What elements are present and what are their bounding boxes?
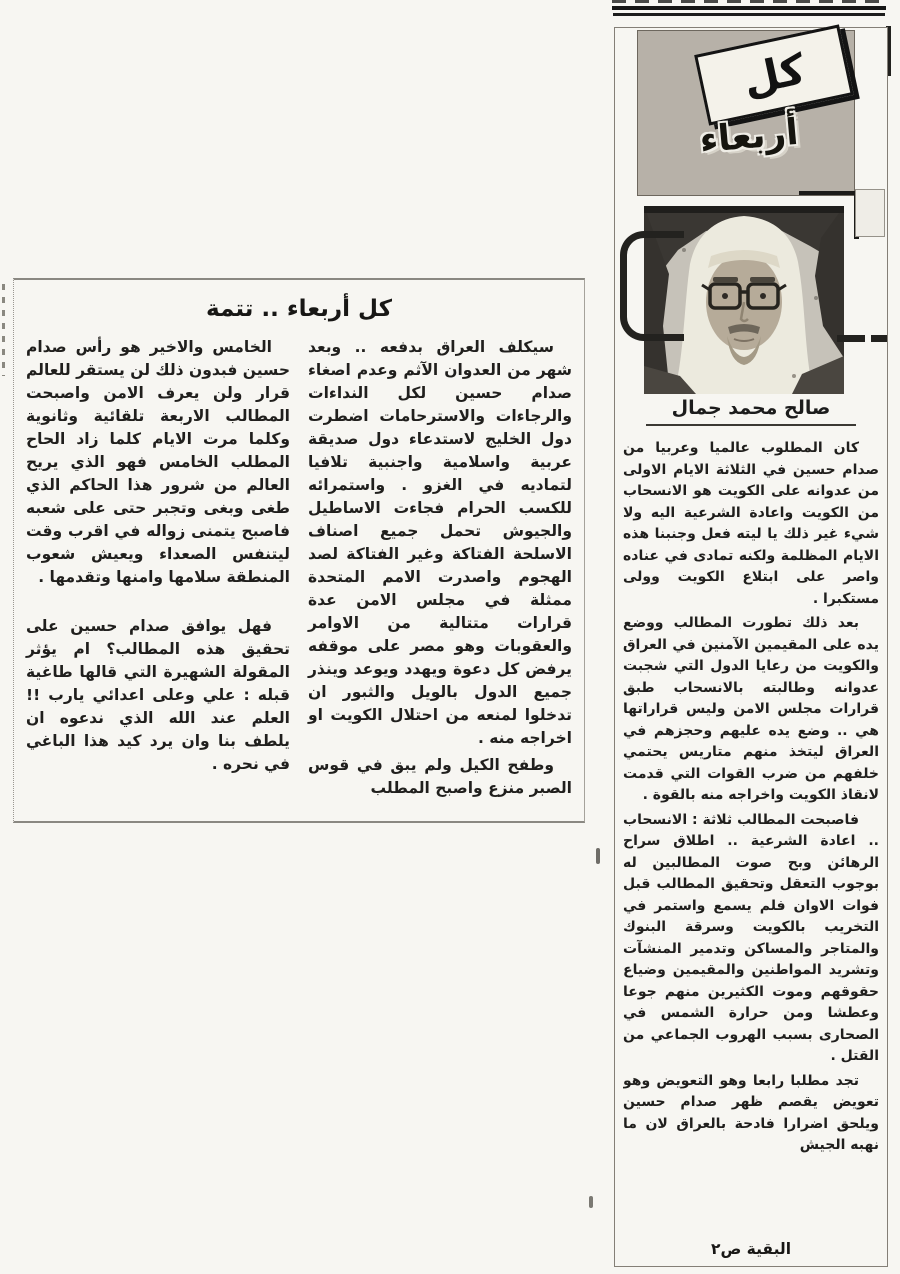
continuation-box <box>13 278 585 823</box>
logo-word-arbiaa-text: أربعاء <box>697 111 800 162</box>
box-left-paragraph-1: الخامس والاخير هو رأس صدام حسين فبدون ذلك لن يستقر للعالم قرار ولن يعرف الامن واصبحت المطالب الاربعة تلقائية وثانوية وكلما مرت الايام كلما زاد الحاح المطلب الخامس فهو الذي يريح العالم من شرور هذا الحاكم الذي طغى وبغى وتجبر حتى على شعبه فاصبح يتمنى زواله في اقرب وقت ليتنفس الصعداء ويعيش شعوب المنطقة سلامها وامنها وتقدمها . <box>26 338 290 586</box>
box-left-paragraph-2: فهل يوافق صدام حسين على تحقيق هذه المطالب؟ ام يؤثر المقولة الشهيرة التي قالها طاغية قبله : علي وعلى اعدائي يارب !! العلم عند الله الذي ندعوه ان يلطف بنا وان يرد كيد هذا الباغي في نحره . <box>26 617 290 773</box>
article-paragraph-4: تجد مطلبا رابعا وهو التعويض وهو تعويض يقصم ظهر صدام حسين ويلحق اضرارا فادحة بالعراق لان ما نهبه الجيش <box>623 1072 879 1153</box>
masthead-rule-bottom <box>613 13 885 16</box>
scan-speck-2 <box>589 1196 593 1208</box>
column-logo <box>637 30 855 196</box>
continuation-box-title: كل أربعاء .. تتمة <box>206 296 392 322</box>
logo-word-kol-text: كل <box>738 44 810 105</box>
box-right-paragraph-2: وطفح الكيل ولم يبق في قوس الصبر منزع واصبح المطلب <box>308 756 572 797</box>
photo-frame-mark-horizontal <box>799 191 859 195</box>
article-paragraph-2: بعد ذلك تطورت المطالب ووضع يده على المقيمين الآمنين في العراق والكويت من رعايا الدول التي شجبت عدوانه وطالبته بالانسحاب طبق قرارات مجلس الامن وليس قراراتها هي .. وضع يده عليهم وحجزهم في العراق ليتخذ منهم متاريس يحتمي خلفهم من ضرب القوات التي قدمت لانقاذ الكويت واخراجه منه بالقوة . <box>623 615 879 803</box>
article-paragraph-1: كان المطلوب عالميا وعربيا من صدام حسين في الثلاثة الايام الاولى من عدوانه على الكويت هو الانسحاب من الكويت واعادة الشرعية اليه ولا شيء غير ذلك يا ليته فعل وجنبنا هذه الايام المظلمة ولكنه تمادى في عناده واصر على ابتلاع الكويت وولى مستكبرا . <box>623 440 879 607</box>
photo-dash-mark-1 <box>837 335 865 342</box>
photo-dash-mark-2 <box>871 335 887 342</box>
weekly-column <box>614 27 888 1267</box>
masthead-rule-top <box>612 6 886 10</box>
scan-speck-1 <box>596 848 600 864</box>
scan-mark-edge-dashes <box>2 284 5 376</box>
logo-word-kol <box>694 24 854 125</box>
continuation-note: البقية ص٢ <box>710 1240 792 1258</box>
author-name <box>615 397 887 426</box>
article-paragraph-3: فاصبحت المطالب ثلاثة : الانسحاب .. اعادة الشرعية .. اطلاق سراح الرهائن وبح صوت المطالبين له بوجوب التعقل وتحقيق المطالب قبل فوات الاوان فلم يسمع واستمر في التخريب بالكويت وسرقة البنوك والمتاجر والمساكن وتدمير المنشآت وتشريد المواطنين والمقيمين وضياع حقوقهم وموت الكثيرين منهم جوعا وعطشا ومن حرارة الشمس في الصحارى بسبب الهروب الجماعي من القتل . <box>623 811 879 1064</box>
photo-bracket-mark <box>620 231 684 341</box>
box-right-paragraph-1: سيكلف العراق بدفعه .. وبعد شهر من العدوان الآثم وعدم اصغاء صدام حسين لكل النداءات والرجاءات والاسترحامات اضطرت دول الخليج لاستدعاء دول صديقة عربية واسلامية واجنبية تلافيا لتماديه في الغزو . واستمرائه للكسب الحرام فجاءت الاساطيل والجيوش تحمل جميع اصناف الاسلحة الفتاكة وغير الفتاكة لصد الهجوم واصدرت الامم المتحدة ممثلة في مجلس الامن عدة قرارات متتالية من الاوامر والعقوبات وهو مصر على موقفه يرفض كل دعوة ويهدد ويوعد وينذر جميع الدول بالويل والثبور ان تدخلوا لمنعه من احتلال الكويت او اخراجه منه . <box>308 338 572 747</box>
scan-white-patch <box>855 189 885 237</box>
box-column-right <box>308 336 572 800</box>
author-name-text: صالح محمد جمال <box>646 397 857 426</box>
masthead-torn-edge-mark <box>612 0 886 3</box>
article-body <box>623 438 879 1220</box>
continuation-box-columns <box>14 334 584 800</box>
box-column-left <box>26 336 290 800</box>
